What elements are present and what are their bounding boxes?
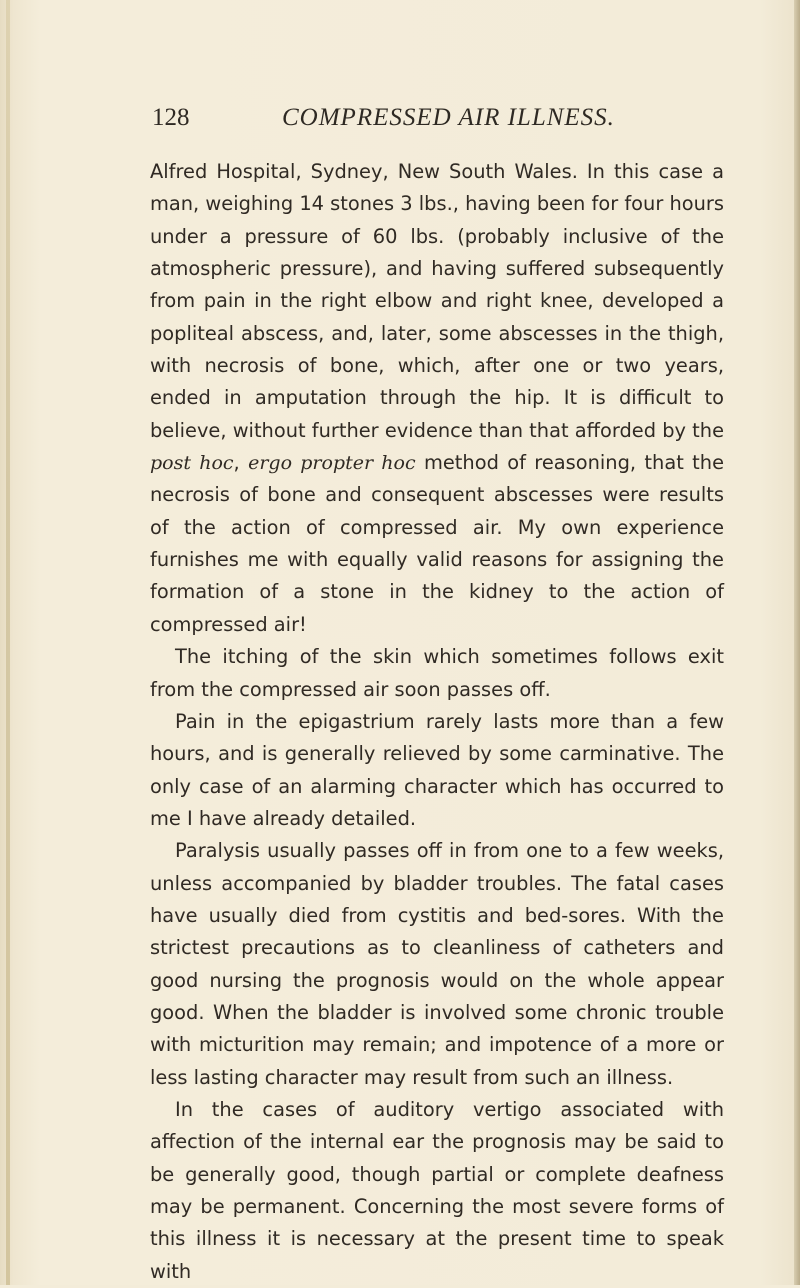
italic-post-hoc: post hoc [150, 452, 234, 475]
paragraph-2: The itching of the skin which sometimes follows exit from the compressed air soon passes off. [150, 645, 724, 701]
paragraph-1-text-a: Alfred Hospital, Sydney, New South Wales. In this case a man, weighing 14 stones 3 lbs., having been for four hours under a pressure of 60 lbs. (probably inclusive of the atmospheric pressure), and having suffered subsequently from pain in the right elbow and right knee, developed a popliteal abscess, and, later, some abscesses in the thigh, with necrosis of bone, which, after one or two years, ended in amputation through the hip. It is difficult to believe, without further evidence than that afforded by the [150, 160, 724, 442]
page-header [152, 104, 712, 144]
page-number: 128 [152, 104, 190, 131]
running-title: COMPRESSED AIR ILLNESS. [282, 104, 615, 131]
italic-ergo-propter-hoc: ergo propter hoc [248, 452, 416, 475]
paragraph-1-text-b: , [233, 451, 249, 475]
paragraph-1 [150, 156, 724, 641]
paragraph-5: In the cases of auditory vertigo associated with affection of the internal ear the prognosis may be said to be generally good, though partial or complete deafness may be permanent. Concerning the most severe forms of this illness it is necessary at the present time to speak with [150, 1097, 724, 1283]
paragraph-3: Pain in the epigastrium rarely lasts more than a few hours, and is generally relieved by some carminative. The only case of an alarming character which has occurred to me I have already detailed. [150, 709, 724, 830]
paragraph-1-text-c: method of reasoning, that the necrosis of bone and consequent abscesses were results of the action of compressed air. My own experience furnishes me with equally valid reasons for assigning the formation of a stone in the kidney to the action of compressed air! [150, 451, 724, 636]
paragraph-4: Paralysis usually passes off in from one to a few weeks, unless accompanied by bladder troubles. The fatal cases have usually died from cystitis and bed-sores. With the strictest precautions as to cleanliness of catheters and good nursing the prognosis would on the whole appear good. When the bladder is involved some chronic trouble with micturition may remain; and impotence of a more or less lasting character may result from such an illness. [150, 839, 724, 1089]
page-edge [794, 0, 800, 1285]
body-text [150, 156, 724, 1288]
binding-gutter [6, 0, 10, 1285]
